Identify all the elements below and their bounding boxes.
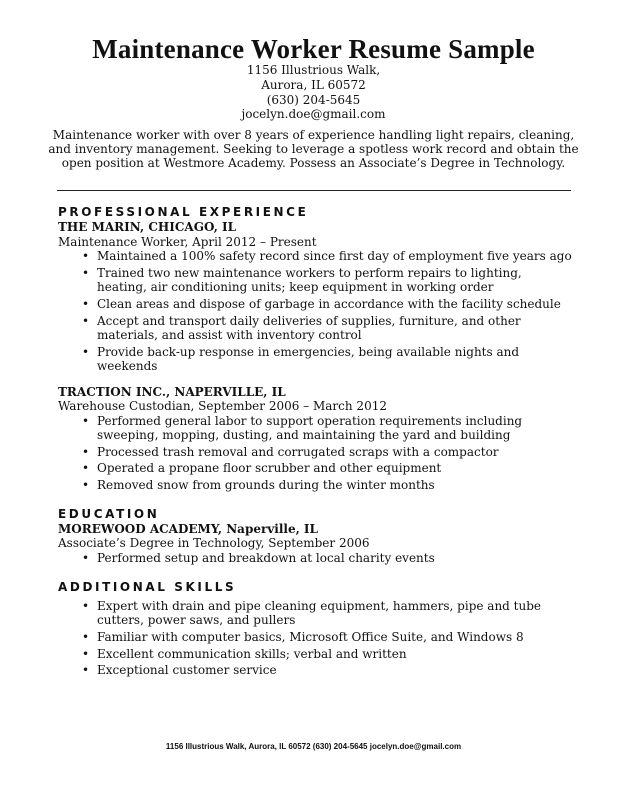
bullet-icon: •: [82, 461, 90, 476]
bullet-text: Provide back-up response in emergencies, being available nights and weekends: [97, 344, 520, 373]
job-bullets: [58, 249, 573, 373]
bullet-icon: •: [82, 646, 90, 661]
bullet-icon: •: [82, 629, 90, 644]
bullet-icon: •: [82, 413, 90, 428]
job-entry: [58, 385, 573, 493]
bullet-item: [82, 314, 573, 342]
job-role: Warehouse Custodian, September 2006 – March 2012: [58, 399, 387, 414]
bullet-item: [82, 478, 573, 492]
bullet-text: Operated a propane floor scrubber and other equipment: [97, 461, 442, 476]
skills-section: [58, 579, 573, 678]
address-line-2: Aurora, IL 60572: [261, 77, 366, 92]
bullet-text: Exceptional customer service: [97, 663, 277, 678]
bullet-text: Accept and transport daily deliveries of supplies, furniture, and other materials, and assist with inventory control: [97, 313, 521, 342]
bullet-item: [82, 445, 573, 459]
bullet-icon: •: [82, 344, 90, 359]
bullet-item: [82, 249, 573, 263]
bullet-text: Performed general labor to support operation requirements including sweeping, mopping, dusting, and maintaining the yard and building: [97, 413, 523, 442]
footer-contact: 1156 Illustrious Walk, Aurora, IL 60572 (630) 204-5645 jocelyn.doe@gmail.com: [165, 742, 462, 751]
bullet-item: [82, 297, 573, 311]
resume-title: Maintenance Worker Resume Sample: [92, 34, 535, 64]
spacer: [58, 376, 573, 385]
bullet-text: Familiar with computer basics, Microsoft Office Suite, and Windows 8: [97, 629, 524, 644]
bullet-icon: •: [82, 550, 90, 565]
bullet-icon: •: [82, 663, 90, 678]
bullet-item: [82, 663, 573, 677]
bullet-icon: •: [82, 249, 90, 263]
bullet-text: Processed trash removal and corrugated scraps with a compactor: [97, 444, 499, 459]
summary-paragraph: Maintenance worker with over 8 years of experience handling light repairs, cleaning, and inventory management. Seeking to leverage a spotless work record and obtain the open position at Westmore Academy. Possess an Associate’s Degree in Technology.: [48, 128, 579, 171]
education-heading: EDUCATION: [58, 506, 160, 521]
job-role: Maintenance Worker, April 2012 – Present: [58, 234, 317, 249]
contact-block: [0, 63, 627, 122]
bullet-item: [82, 630, 573, 644]
spacer: [58, 495, 573, 506]
bullet-text: Maintained a 100% safety record since first day of employment five years ago: [97, 249, 572, 263]
skills-heading: ADDITIONAL SKILLS: [58, 579, 237, 594]
job-entry: [58, 220, 573, 373]
phone-number: (630) 204-5645: [266, 92, 361, 107]
bullet-text: Performed setup and breakdown at local charity events: [97, 550, 435, 565]
bullet-text: Excellent communication skills; verbal and written: [97, 646, 407, 661]
bullet-item: [82, 551, 573, 565]
bullet-item: [82, 647, 573, 661]
address-line-1: 1156 Illustrious Walk,: [246, 63, 381, 77]
bullet-icon: •: [82, 598, 90, 613]
header-divider: [57, 190, 571, 191]
bullet-text: Expert with drain and pipe cleaning equipment, hammers, pipe and tube cutters, power saws, and pullers: [97, 598, 541, 627]
experience-heading: PROFESSIONAL EXPERIENCE: [58, 205, 309, 219]
bullet-text: Removed snow from grounds during the winter months: [97, 478, 435, 493]
bullet-icon: •: [82, 313, 90, 328]
job-company: THE MARIN, CHICAGO, IL: [58, 220, 237, 234]
bullet-icon: •: [82, 265, 90, 280]
bullet-item: [82, 461, 573, 475]
education-bullets: [58, 551, 573, 565]
bullet-item: [82, 345, 573, 373]
bullet-icon: •: [82, 296, 90, 311]
job-company: TRACTION INC., NAPERVILLE, IL: [58, 384, 286, 399]
bullet-item: [82, 599, 573, 627]
school-name: MOREWOOD ACADEMY, Naperville, IL: [58, 521, 318, 536]
job-bullets: [58, 414, 573, 493]
bullet-item: [82, 414, 573, 442]
bullet-icon: •: [82, 478, 90, 493]
education-section: [58, 506, 573, 565]
bullet-item: [82, 266, 573, 294]
degree-line: Associate’s Degree in Technology, September 2006: [58, 536, 370, 551]
resume-body: [58, 204, 573, 680]
bullet-icon: •: [82, 444, 90, 459]
email-address: jocelyn.doe@gmail.com: [241, 107, 386, 122]
bullet-text: Clean areas and dispose of garbage in accordance with the facility schedule: [97, 296, 561, 311]
bullet-text: Trained two new maintenance workers to perform repairs to lighting, heating, air conditioning units; keep equipment in working order: [97, 265, 522, 294]
experience-section: [58, 204, 573, 492]
spacer: [58, 568, 573, 579]
skills-bullets: [58, 599, 573, 678]
